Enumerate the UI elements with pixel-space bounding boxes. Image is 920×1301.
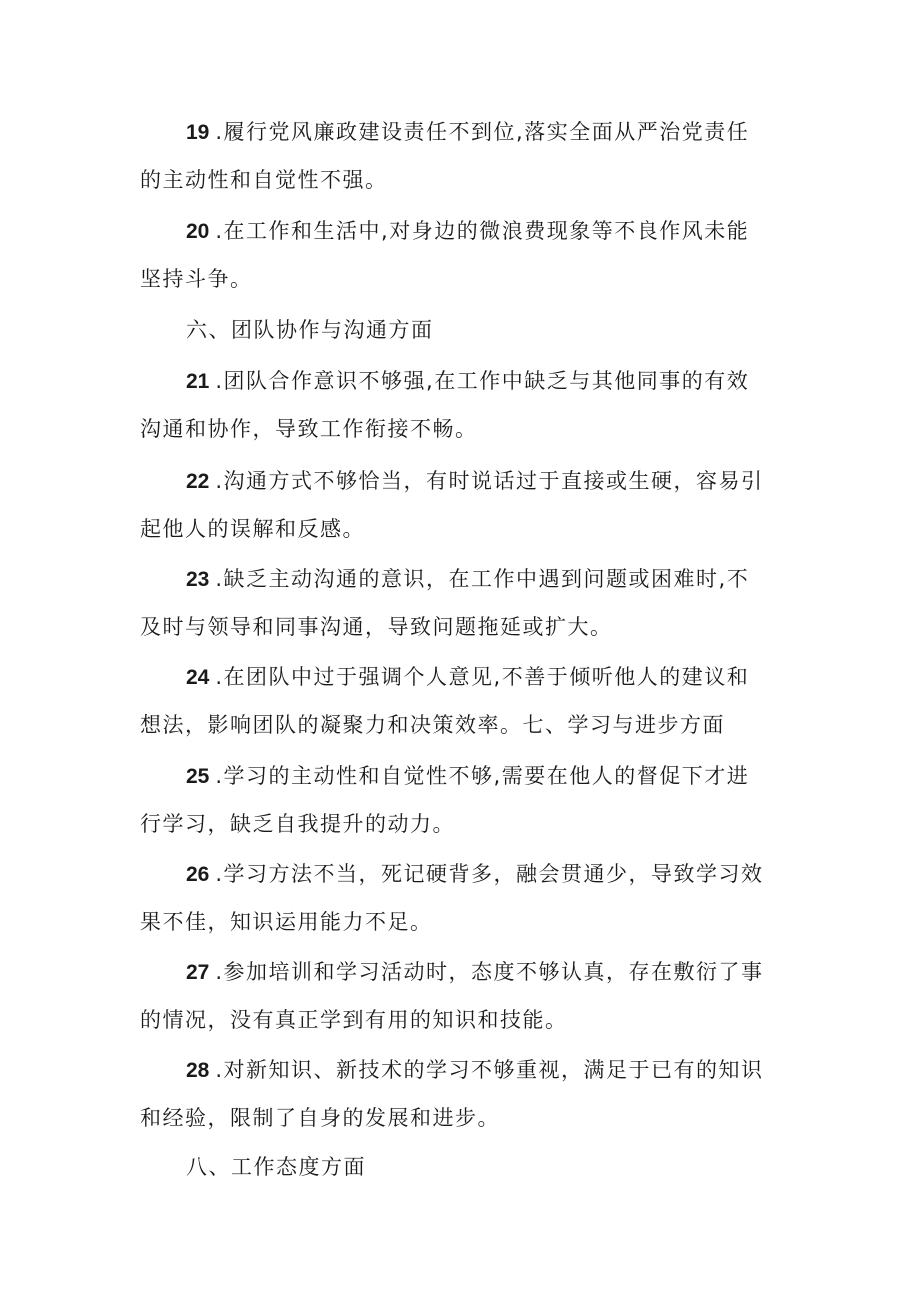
- item-number: 26: [186, 863, 210, 886]
- list-item-20: [140, 207, 788, 303]
- item-text-line-2: 的情况，没有真正学到有用的知识和技能。: [140, 1008, 568, 1032]
- section-heading-work-attitude: 八、工作态度方面: [186, 1155, 366, 1179]
- list-item-19: [140, 108, 788, 204]
- item-text-line-2: 及时与领导和同事沟通，导致问题拖延或扩大。: [140, 615, 613, 639]
- item-number: 22: [186, 470, 210, 493]
- item-text-line-2: 坚持斗争。: [140, 267, 253, 291]
- list-item-22: [140, 457, 788, 553]
- item-number: 27: [186, 961, 210, 984]
- item-number: 19: [186, 121, 210, 144]
- item-text-line-2: 起他人的误解和反感。: [140, 517, 365, 541]
- item-number: 23: [186, 568, 210, 591]
- item-number: 21: [186, 370, 210, 393]
- item-text-line-1: .在团队中过于强调个人意见,不善于倾听他人的建议和: [215, 665, 750, 689]
- list-item-24: [140, 653, 788, 749]
- item-text-line-1: .缺乏主动沟通的意识，在工作中遇到问题或困难时,不: [215, 567, 750, 591]
- item-text-line-1: .沟通方式不够恰当，有时说话过于直接或生硬，容易引: [215, 469, 764, 493]
- item-text-line-1: .团队合作意识不够强,在工作中缺乏与其他同事的有效: [215, 369, 750, 393]
- item-number: 24: [186, 666, 210, 689]
- item-text-line-1: .参加培训和学习活动时，态度不够认真，存在敷衍了事: [215, 960, 764, 984]
- list-item-26: [140, 850, 788, 946]
- item-text-line-2: 果不佳，知识运用能力不足。: [140, 910, 433, 934]
- item-number: 28: [186, 1059, 210, 1082]
- item-text-line-1: .履行党风廉政建设责任不到位,落实全面从严治党责任: [215, 120, 750, 144]
- item-text-line-2: 行学习，缺乏自我提升的动力。: [140, 812, 455, 836]
- item-number: 20: [186, 220, 210, 243]
- list-item-21: [140, 357, 788, 453]
- list-item-28: [140, 1046, 788, 1142]
- item-text-line-1: .学习的主动性和自觉性不够,需要在他人的督促下才进: [215, 764, 750, 788]
- item-text-line-2: 的主动性和自觉性不强。: [140, 168, 388, 192]
- item-text-line-1: .对新知识、新技术的学习不够重视，满足于已有的知识: [215, 1058, 764, 1082]
- item-text-line-2: 和经验，限制了自身的发展和进步。: [140, 1106, 500, 1130]
- list-item-25: [140, 752, 788, 848]
- section-heading-teamwork: 六、团队协作与沟通方面: [186, 318, 434, 342]
- list-item-23: [140, 555, 788, 651]
- item-number: 25: [186, 765, 210, 788]
- list-item-27: [140, 948, 788, 1044]
- item-text-line-1: .学习方法不当，死记硬背多，融会贯通少，导致学习效: [215, 862, 764, 886]
- item-text-line-2: 想法，影响团队的凝聚力和决策效率。七、学习与进步方面: [140, 713, 725, 737]
- item-text-line-2: 沟通和协作，导致工作衔接不畅。: [140, 417, 478, 441]
- item-text-line-1: .在工作和生活中,对身边的微浪费现象等不良作风未能: [215, 219, 750, 243]
